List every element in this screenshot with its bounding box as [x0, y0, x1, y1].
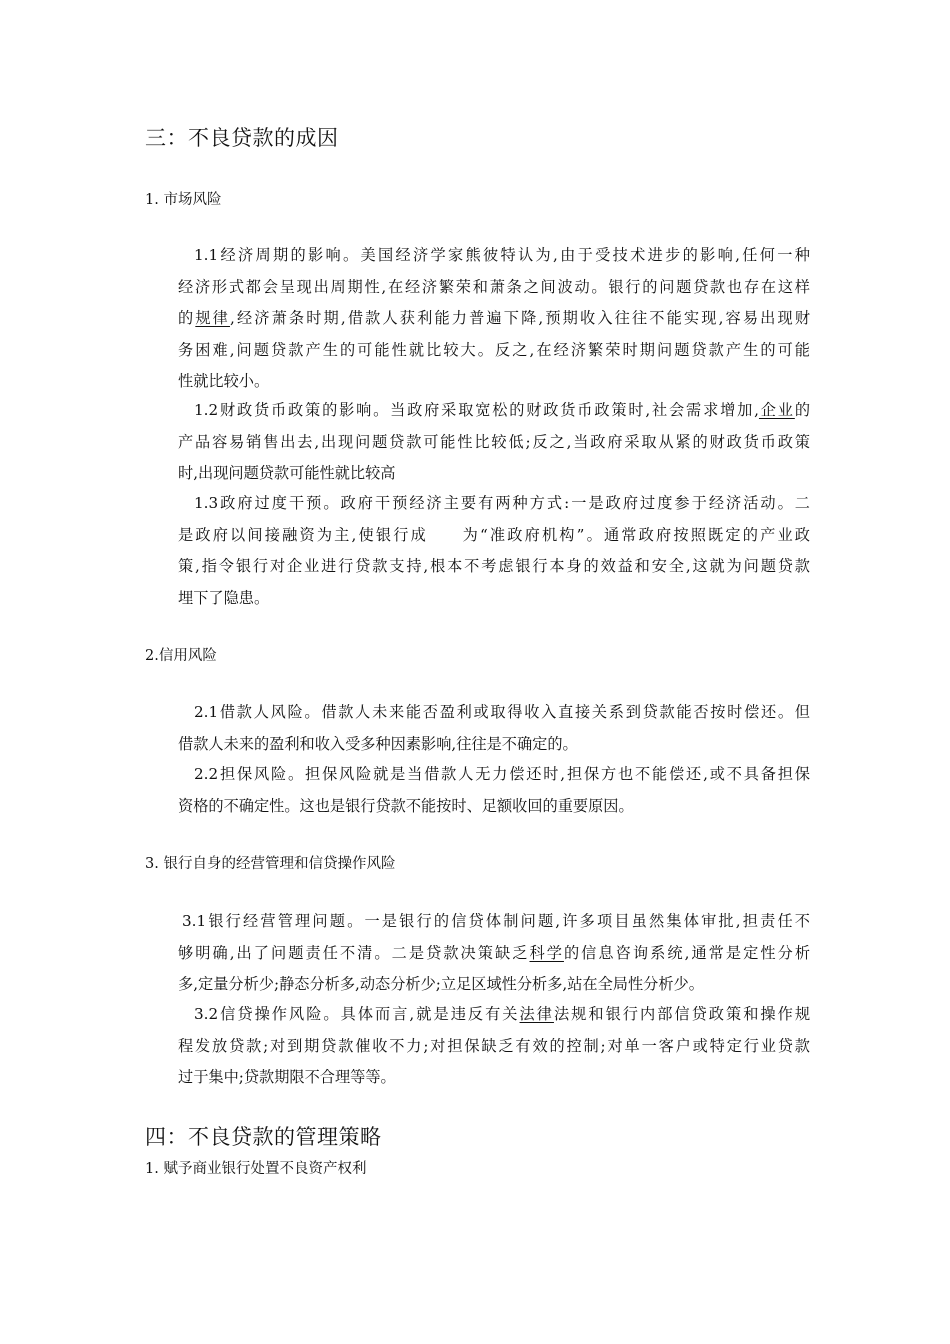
text-run: 法规和银行内部信贷政策和操作规: [553, 1005, 811, 1023]
text-line: [178, 938, 810, 970]
text-line: 埋下了隐患。: [178, 588, 270, 607]
text-line: 2.1借款人风险。借款人未来能否盈利或取得收入直接关系到贷款能否按时偿还。但: [194, 703, 810, 721]
text-line: 2.2担保风险。担保风险就是当借款人无力偿还时,担保方也不能偿还,或不具备担保: [194, 765, 810, 783]
text-line: 是政府以间接融资为主,使银行成 为“准政府机构”。通常政府按照既定的产业政: [178, 525, 810, 544]
subsection-bank-management-risk: 3. 银行自身的经营管理和信贷操作风险: [145, 856, 396, 872]
text-line: 程发放贷款;对到期贷款催收不力;对担保缺乏有效的控制;对单一客户或特定行业贷款: [178, 1036, 810, 1055]
text-run: ,经济萧条时期,借款人获利能力普遍下降,预期收入往往不能实现,容易出现财: [229, 309, 811, 327]
subsection-market-risk: 1. 市场风险: [145, 192, 222, 208]
text-run: 3.2信贷操作风险。具体而言,就是违反有关: [194, 1005, 520, 1023]
link-kexue[interactable]: 科学: [529, 943, 564, 962]
text-line: 借款人未来的盈利和收入受多种因素影响,往往是不确定的。: [178, 734, 578, 753]
text-line: 1.1经济周期的影响。美国经济学家熊彼特认为,由于受技术进步的影响,任何一种: [194, 246, 810, 264]
link-falv[interactable]: 法律: [519, 1005, 554, 1023]
text-line: [178, 999, 810, 1031]
text-line: 3.1银行经营管理问题。一是银行的信贷体制问题,许多项目虽然集体审批,担责任不: [182, 912, 810, 930]
text-line: 性就比较小。: [178, 372, 270, 390]
text-line: 策,指令银行对企业进行贷款支持,根本不考虑银行本身的效益和安全,这就为问题贷款: [178, 557, 810, 575]
text-line: 1.3政府过度干预。政府干预经济主要有两种方式:一是政府过度参于经济活动。二: [194, 494, 810, 512]
text-line: 产品容易销售出去,出现问题贷款可能性比较低;反之,当政府采取从紧的财政货币政策: [178, 432, 810, 451]
text-line: 过于集中;贷款期限不合理等等。: [178, 1068, 396, 1086]
text-run: 的: [794, 401, 810, 419]
paragraph-3-2: [178, 999, 810, 1094]
paragraph-3-1: [178, 906, 810, 1001]
subsection-credit-risk: 2.信用风险: [145, 648, 217, 664]
section-4-heading: 四：不良贷款的管理策略: [145, 1125, 382, 1149]
text-line: [178, 395, 810, 427]
text-run: 1.2财政货币政策的影响。当政府采取宽松的财政货币政策时,社会需求增加,: [194, 401, 759, 419]
text-line: 时,出现问题贷款可能性就比较高: [178, 464, 396, 482]
text-line: 多,定量分析少;静态分析多,动态分析少;立足区域性分析多,站在全局性分析少。: [178, 975, 704, 993]
link-qiye[interactable]: 企业: [758, 401, 795, 419]
section-3-heading: 三：不良贷款的成因: [145, 126, 339, 150]
text-run: 的: [178, 309, 196, 327]
link-guilv[interactable]: 规律: [195, 309, 230, 327]
paragraph-1-1: [178, 240, 810, 398]
paragraph-1-3: [178, 488, 810, 614]
text-line: 资格的不确定性。这也是银行贷款不能按时、足额收回的重要原因。: [178, 796, 634, 815]
text-line: 经济形式都会呈现出周期性,在经济繁荣和萧条之间波动。银行的问题贷款也存在这样: [178, 277, 810, 296]
subsection-grant-disposal-rights: 1. 赋予商业银行处置不良资产权利: [145, 1161, 367, 1177]
text-run: 够明确,出了问题责任不清。二是贷款决策缺乏: [178, 943, 530, 962]
paragraph-2-2: [178, 759, 810, 822]
text-line: [178, 303, 810, 335]
paragraph-1-2: [178, 395, 810, 490]
text-run: 的信息咨询系统,通常是定性分析: [563, 943, 811, 962]
text-line: 务困难,问题贷款产生的可能性就比较大。反之,在经济繁荣时期问题贷款产生的可能: [178, 340, 810, 359]
paragraph-2-1: [178, 697, 810, 760]
